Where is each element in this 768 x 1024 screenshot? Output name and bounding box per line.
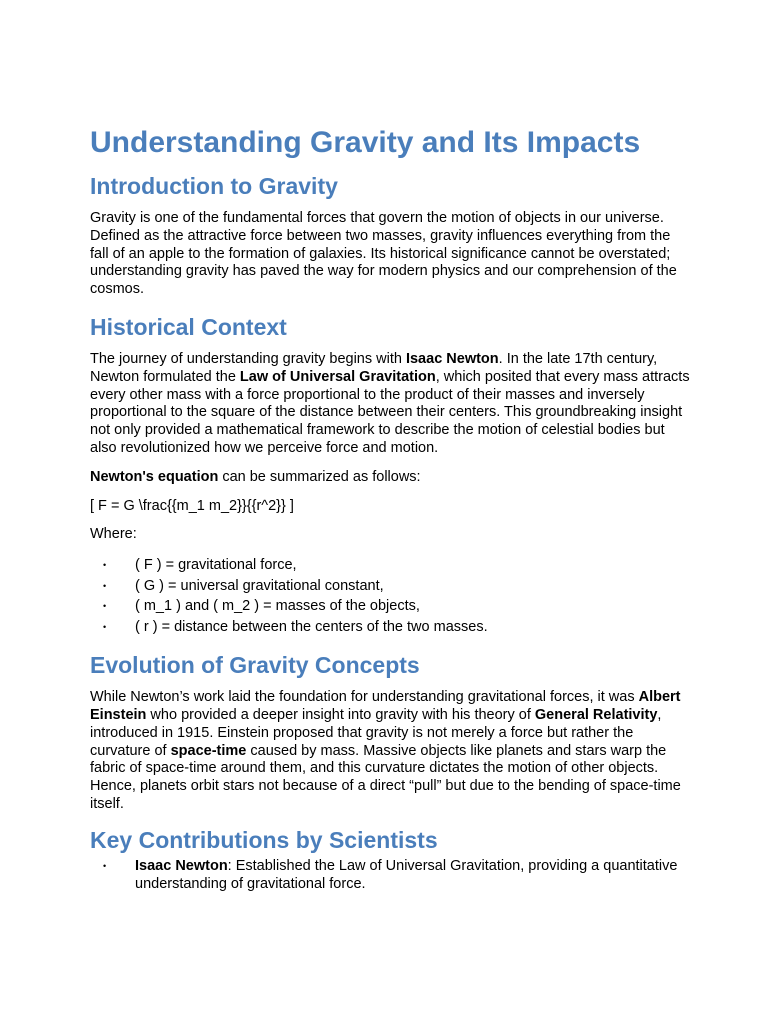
variable-list — [90, 555, 690, 637]
history-text-1: The journey of understanding gravity begins with — [90, 350, 406, 367]
bold-newtons-equation: Newton's equation — [90, 468, 219, 485]
list-item — [90, 858, 690, 894]
list-item-text: ( F ) = gravitational force, — [135, 557, 297, 574]
bold-isaac-newton: Isaac Newton — [405, 350, 499, 367]
equation-intro-text: can be summarized as follows: — [218, 468, 421, 485]
bullet-icon: • — [103, 621, 107, 632]
heading-evolution: Evolution of Gravity Concepts — [90, 652, 420, 679]
equation-intro-paragraph — [90, 469, 690, 487]
list-item — [90, 576, 690, 597]
list-item-text: ( m_1 ) and ( m_2 ) = masses of the objects, — [135, 598, 420, 615]
bold-space-time: space-time — [170, 742, 247, 759]
history-text-3: , which posited that every mass attracts every other mass with a force proportional to the product of their masses and inversely proportional to the square of the distance between their centers. This groundbreaking insight not only provided a mathematical framework to describe the motion of celestial bodies but also revolutionized how we perceive force and motion. — [90, 368, 690, 456]
equation-line: [ F = G \frac{{m_1 m_2}}{{r^2}} ] — [90, 497, 294, 514]
heading-historical-context: Historical Context — [90, 313, 287, 340]
contributions-list — [90, 858, 690, 894]
bullet-icon: • — [103, 580, 107, 591]
history-text-2: . In the late 17th century, Newton formulated the — [90, 350, 658, 385]
bold-general-relativity: General Relativity — [534, 706, 658, 723]
list-item — [90, 617, 690, 638]
list-item-text: ( G ) = universal gravitational constant, — [135, 577, 384, 594]
bullet-icon: • — [103, 601, 107, 612]
bullet-icon: • — [103, 560, 107, 571]
evolution-text-3: , introduced in 1915. Einstein proposed that gravity is not merely a force but rather the curvature of — [90, 706, 662, 759]
document-page — [90, 124, 690, 905]
evolution-text-4: caused by mass. Massive objects like planets and stars warp the fabric of space-time around them, and this curvature dictates the motion of other objects. Hence, planets orbit stars not because of a direct “pull” but due to the bending of space-time itself. — [90, 742, 681, 812]
evolution-paragraph — [90, 689, 690, 814]
heading-introduction: Introduction to Gravity — [90, 173, 338, 199]
document-title: Understanding Gravity and Its Impacts — [90, 126, 641, 159]
heading-key-contributions: Key Contributions by Scientists — [90, 826, 438, 853]
history-paragraph — [90, 351, 690, 458]
list-item — [90, 555, 690, 576]
list-item — [90, 596, 690, 617]
where-label: Where: — [90, 526, 137, 543]
bold-contributor-name: Isaac Newton — [135, 857, 228, 874]
evolution-text-2: who provided a deeper insight into gravity with his theory of — [146, 706, 535, 723]
contributor-text: : Established the Law of Universal Gravitation, providing a quantitative understanding of gravitational force. — [135, 857, 678, 892]
bold-law-of-universal-gravitation: Law of Universal Gravitation — [239, 368, 436, 385]
bullet-icon: • — [103, 860, 107, 871]
bold-albert-einstein: Albert Einstein — [90, 689, 681, 723]
list-item-text: ( r ) = distance between the centers of the two masses. — [135, 618, 488, 635]
evolution-text-1: While Newton’s work laid the foundation for understanding gravitational forces, it was — [90, 689, 639, 706]
intro-paragraph: Gravity is one of the fundamental forces that govern the motion of objects in our universe. Defined as the attractive force between two masses, gravity influences everything from the fall of an apple to the formation of galaxies. Its historical significance cannot be overstated; understanding gravity has paved the way for modern physics and our comprehension of the cosmos. — [90, 210, 677, 298]
